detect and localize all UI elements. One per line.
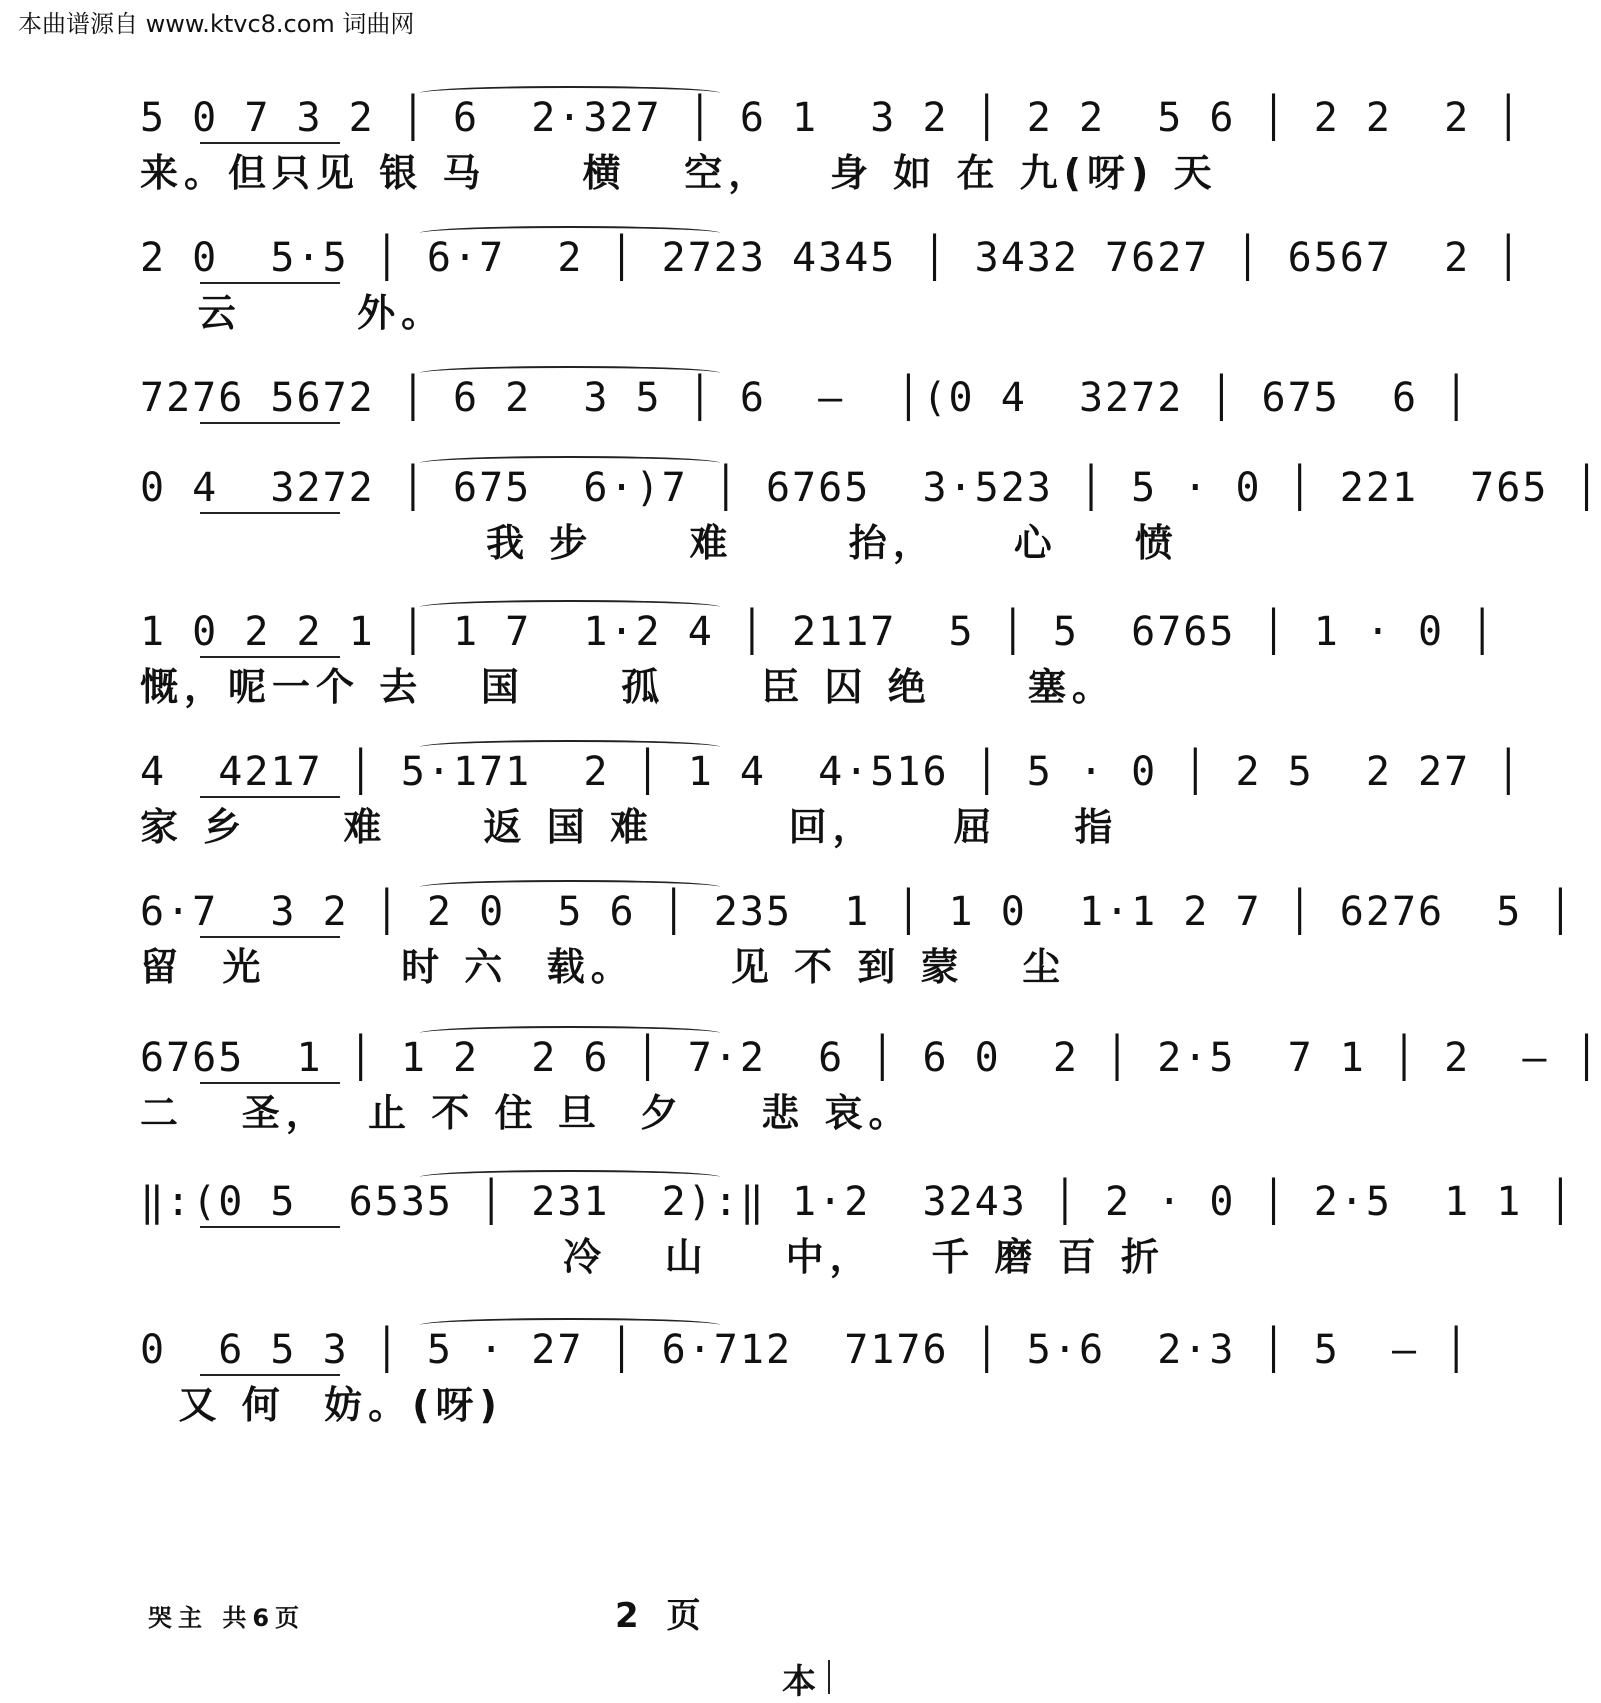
slur-mark xyxy=(420,740,720,754)
notation-line: 1 0 2 2 1 │ 1 7 1·2 4 │ 2117 5 │ 5 6765 │ 1 · 0 │ xyxy=(140,609,1497,655)
beam-underline xyxy=(200,796,340,798)
notation-line: 4 4217 │ 5·171 2 │ 1 4 4·516 │ 5 · 0 │ 2 5 2 27 │ xyxy=(140,749,1523,795)
lyrics-line: 云 外。 xyxy=(140,291,446,335)
lyrics-line: 我 步 难 抬， 心 愤 xyxy=(140,521,1179,565)
slur-mark xyxy=(420,1170,720,1184)
slur-mark xyxy=(420,1026,720,1040)
footer-title: 哭主 共6页 xyxy=(148,1604,306,1632)
beam-underline xyxy=(200,282,340,284)
lyrics-line: 来。但只见 银 马 横 空， 身 如 在 九(呀) 天 xyxy=(140,151,1218,195)
beam-underline xyxy=(200,1082,340,1084)
lyrics-line: 慨，呢一个 去 国 孤 臣 囚 绝 塞。 xyxy=(140,665,1116,709)
notation-line: 0 6 5 3 │ 5 · 27 │ 6·712 7176 │ 5·6 2·3 │ 5 — │ xyxy=(140,1327,1471,1373)
slur-mark xyxy=(420,226,720,240)
notation-line: 0 4 3272 │ 675 6·)7 │ 6765 3·523 │ 5 · 0 │ 221 765 │ xyxy=(140,465,1601,511)
beam-underline xyxy=(200,512,340,514)
lyrics-line: 家 乡 难 返 国 难 回， 屈 指 xyxy=(140,805,1119,849)
slur-mark xyxy=(420,456,720,470)
notation-line: ‖:(0 5 6535 │ 231 2):‖ 1·2 3243 │ 2 · 0 │ 2·5 1 1 │ xyxy=(140,1179,1575,1225)
notation-line: 6765 1 │ 1 2 2 6 │ 7·2 6 │ 6 0 2 │ 2·5 7 1 │ 2 — │ xyxy=(140,1035,1601,1081)
beam-underline xyxy=(200,142,340,144)
beam-underline xyxy=(200,422,340,424)
slur-mark xyxy=(420,880,720,894)
slur-mark xyxy=(420,600,720,614)
page-number: 2 页 xyxy=(615,1596,709,1636)
lyrics-line: 二 圣， 止 不 住 旦 夕 悲 哀。 xyxy=(140,1091,913,1135)
lyrics-line: 又 何 妨。(呀) xyxy=(140,1383,503,1427)
beam-underline xyxy=(200,656,340,658)
lyrics-line: 冷 山 中， 千 磨 百 折 xyxy=(140,1235,1166,1279)
slur-mark xyxy=(420,366,720,380)
beam-underline xyxy=(200,936,340,938)
notation-line: 2 0 5·5 │ 6·7 2 │ 2723 4345 │ 3432 7627 │ 6567 2 │ xyxy=(140,235,1523,281)
footer-divider xyxy=(828,1660,830,1694)
slur-mark xyxy=(420,1318,720,1332)
notation-line: 6·7 3 2 │ 2 0 5 6 │ 235 1 │ 1 0 1·1 2 7 │ 6276 5 │ xyxy=(140,889,1575,935)
beam-underline xyxy=(200,1226,340,1228)
slur-mark xyxy=(420,86,720,100)
watermark-text: 本曲谱源自 www.ktvc8.com 词曲网 xyxy=(18,10,415,38)
notation-line: 5 0 7 3 2 │ 6 2·327 │ 6 1 3 2 │ 2 2 5 6 │ 2 2 2 │ xyxy=(140,95,1523,141)
lyrics-line: 留 光 时 六 载。 见 不 到 蒙 尘 xyxy=(140,945,1067,989)
footer-mark: 本 xyxy=(782,1662,816,1702)
beam-underline xyxy=(200,1374,340,1376)
notation-line: 7276 5672 │ 6 2 3 5 │ 6 — │(0 4 3272 │ 675 6 │ xyxy=(140,375,1471,421)
